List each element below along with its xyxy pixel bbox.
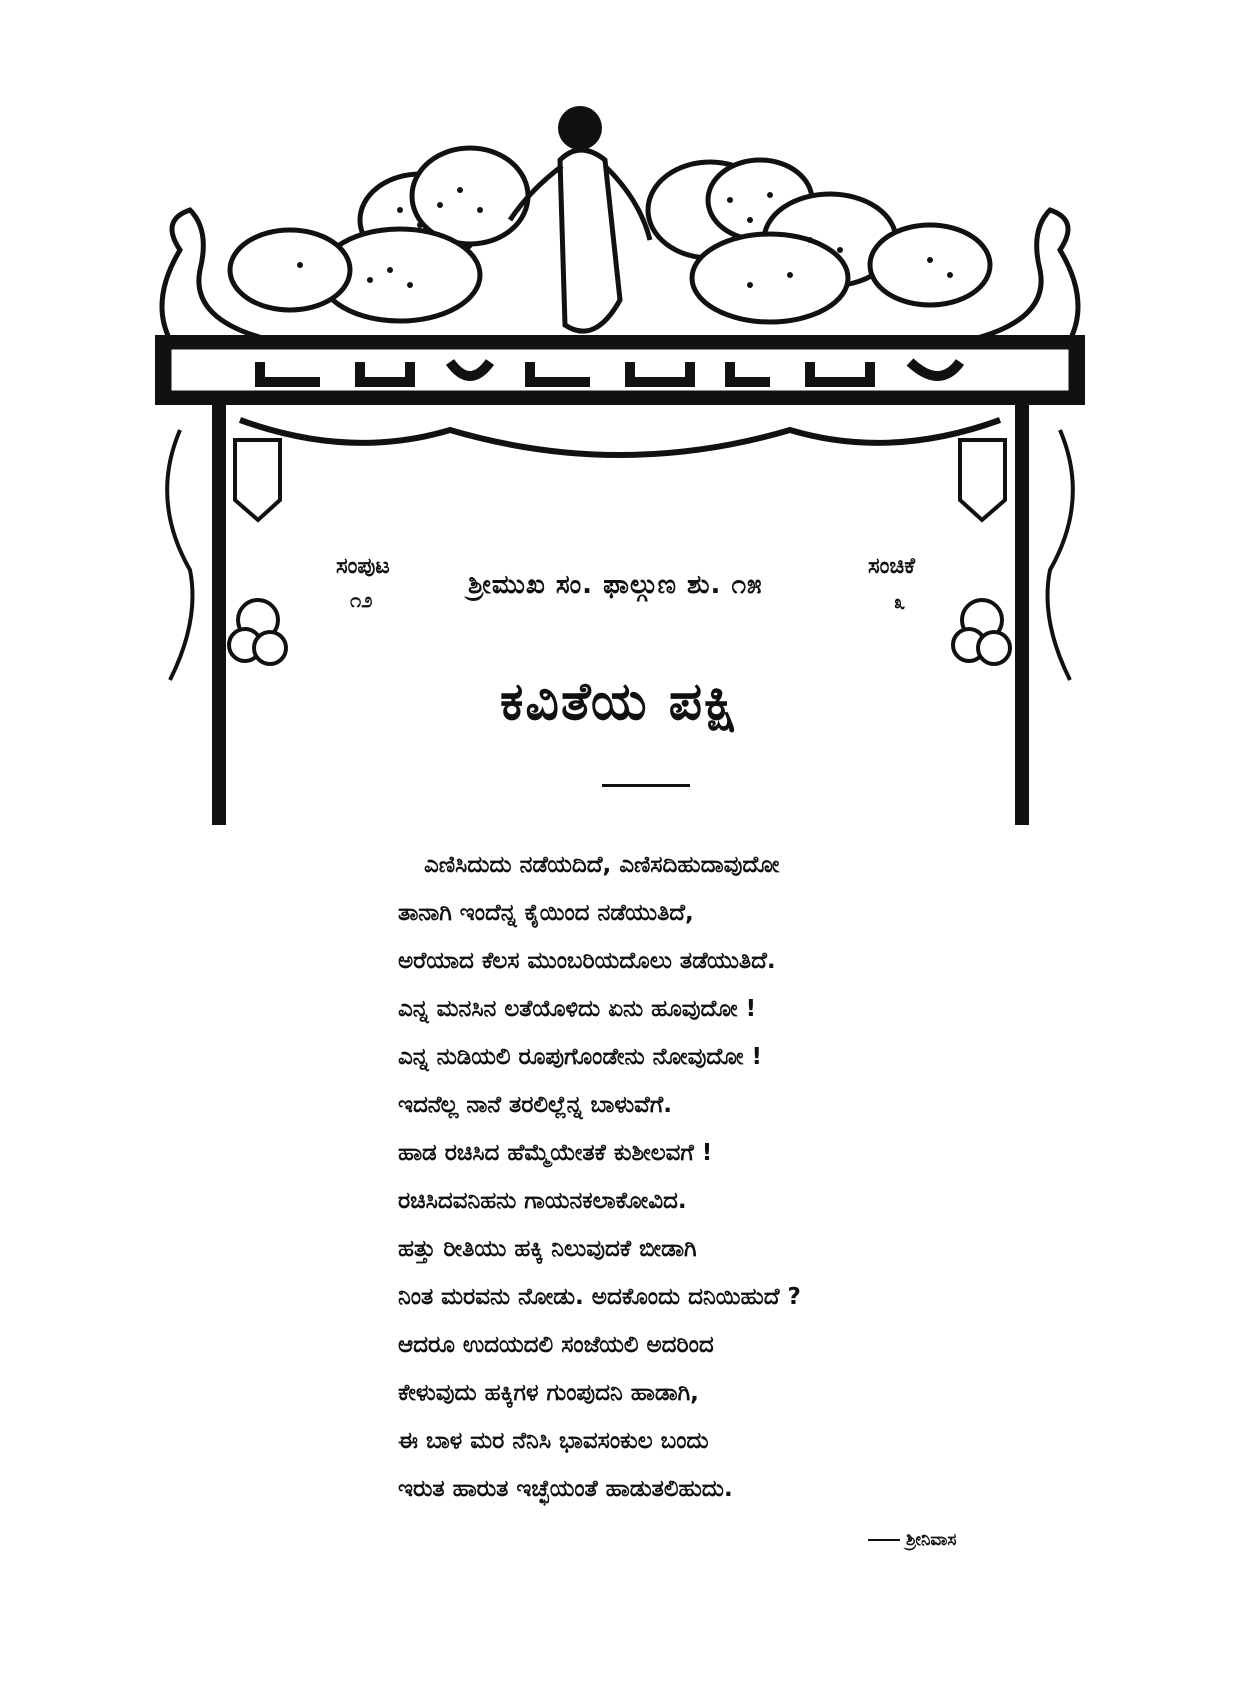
poem-line: ಇರುತ ಹಾರುತ ಇಚ್ಛೆಯಂತೆ ಹಾಡುತಲಿಹುದು. <box>398 1476 733 1502</box>
poem-line: ಎಣಿಸಿದುದು ನಡೆಯದಿದೆ, ಎಣಿಸದಿಹುದಾವುದೋ <box>424 852 780 878</box>
poem-body <box>398 850 958 1522</box>
poem-line: ಹಾಡ ರಚಿಸಿದ ಹೆಮ್ಮೆಯೇತಕೆ ಕುಶೀಲವಗೆ ! <box>398 1140 713 1166</box>
poem-line: ಅರೆಯಾದ ಕೆಲಸ ಮುಂಬರಿಯದೊಲು ತಡೆಯುತಿದೆ. <box>398 948 776 974</box>
garland-swag <box>240 420 1000 455</box>
poem-line: ಈ ಬಾಳ ಮರ ನೆನಿಸಿ ಭಾವಸಂಕುಲ ಬಂದು <box>398 1428 709 1454</box>
signature-dash <box>868 1539 900 1541</box>
decorative-masthead-illustration <box>150 100 1090 920</box>
title-divider <box>602 784 690 787</box>
poem-line: ಎನ್ನ ಮನಸಿನ ಲತೆಯೊಳಿದು ಏನು ಹೂವುದೋ ! <box>398 996 757 1022</box>
poem-line: ಇದನೆಲ್ಲ ನಾನೆ ತರಲಿಲ್ಲೆನ್ನ ಬಾಳುವೆಗೆ. <box>398 1092 672 1118</box>
volume-number: ೧೨ <box>350 588 373 612</box>
poem-line: ಕೇಳುವುದು ಹಕ್ಕಿಗಳ ಗುಂಪುದನಿ ಹಾಡಾಗಿ, <box>398 1380 699 1406</box>
poem-line: ಹತ್ತು ರೀತಿಯು ಹಕ್ಕಿ ನಿಲುವುದಕೆ ಬೀಡಾಗಿ <box>398 1236 697 1262</box>
poem-line: ರಚಿಸಿದವನಿಹನು ಗಾಯನಕಲಾಕೋವಿದ. <box>398 1188 687 1214</box>
right-tassel <box>953 430 1073 680</box>
lady-figure <box>510 106 650 331</box>
poem-line: ನಿಂತ ಮರವನು ನೋಡು. ಅದಕೊಂದು ದನಿಯಿಹುದೆ ? <box>398 1284 801 1310</box>
issue-label: ಸಂಚಿಕೆ <box>868 554 915 579</box>
author-signature <box>868 1530 956 1550</box>
right-pillar <box>1015 405 1029 825</box>
issue-number: ೩ <box>894 590 906 614</box>
left-pillar <box>212 405 226 825</box>
poem-line: ತಾನಾಗಿ ಇಂದೆನ್ನ ಕೈಯಿಂದ ನಡೆಯುತಿದೆ, <box>398 900 694 926</box>
poem-line: ಆದರೂ ಉದಯದಲಿ ಸಂಜೆಯಲಿ ಅದರಿಂದ <box>398 1332 714 1358</box>
poem-line: ಎನ್ನ ನುಡಿಯಲಿ ರೂಪುಗೊಂಡೇನು ನೋವುದೋ ! <box>398 1044 762 1070</box>
left-tassel <box>167 430 286 680</box>
issue-date-line: ಶ್ರೀಮುಖ ಸಂ. ಫಾಲ್ಗುಣ ಶು. ೧೫ <box>468 570 763 600</box>
poem-title: ಕವಿತೆಯ ಪಕ್ಷಿ <box>500 672 739 732</box>
volume-label: ಸಂಪುಟ <box>336 554 390 579</box>
signature-name: ಶ್ರೀನಿವಾಸ <box>906 1530 957 1550</box>
